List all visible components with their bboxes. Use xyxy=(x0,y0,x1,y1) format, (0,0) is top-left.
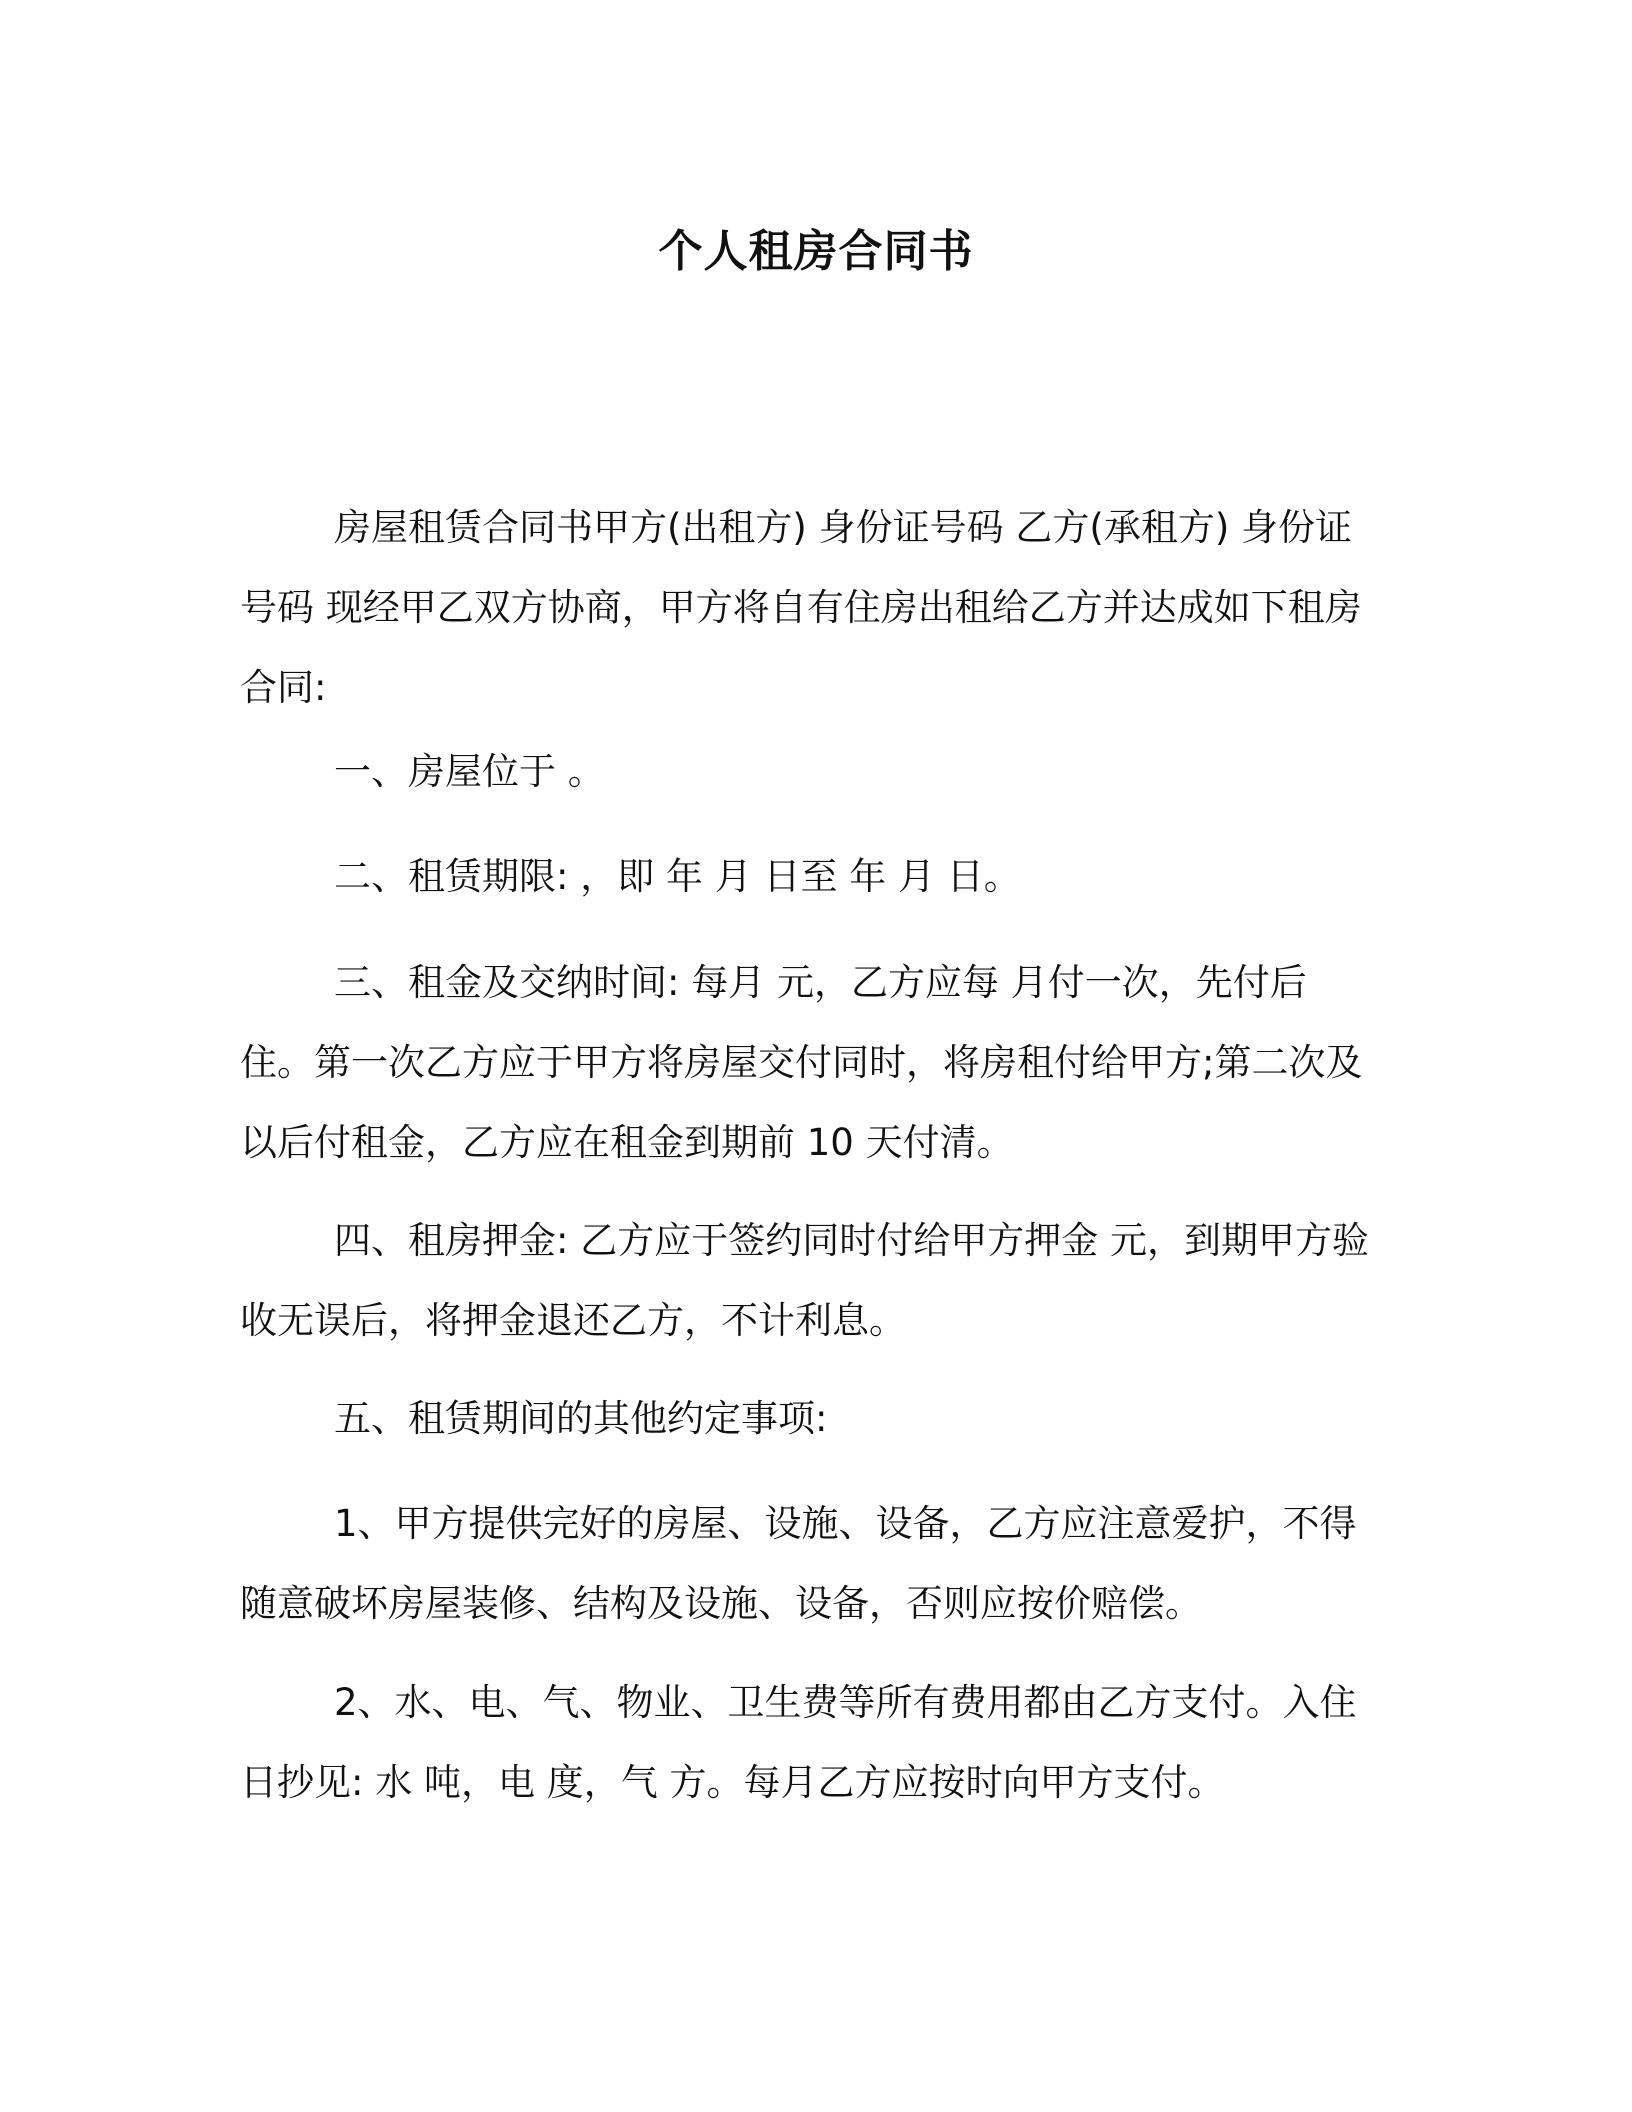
paragraph-clause-1: 1、甲方提供完好的房屋、设施、设备，乙方应注意爱护，不得随意破坏房屋装修、结构及设施、设备，否则应按价赔偿。 xyxy=(240,1502,1357,1625)
paragraph-rent: 三、租金及交纳时间: 每月 元，乙方应每 月付一次，先付后住。第一次乙方应于甲方将房屋交付同时，将房租付给甲方;第二次及以后付租金，乙方应在租金到期前 10 天付清。 xyxy=(240,961,1363,1164)
paragraph-deposit: 四、租房押金: 乙方应于签约同时付给甲方押金 元，到期甲方验收无误后，将押金退还乙方，不计利息。 xyxy=(240,1219,1369,1342)
document-title: 个人租房合同书 xyxy=(658,226,974,277)
paragraph-preamble: 房屋租赁合同书甲方(出租方) 身份证号码 乙方(承租方) 身份证号码 现经甲乙双方协商，甲方将自有住房出租给乙方并达成如下租房合同: xyxy=(240,506,1362,709)
paragraph-other-terms: 五、租赁期间的其他约定事项: xyxy=(334,1397,828,1440)
paragraph-clause-2: 2、水、电、气、物业、卫生费等所有费用都由乙方支付。入住日抄见: 水 吨，电 度，气 方。每月乙方应按时向甲方支付。 xyxy=(240,1681,1357,1804)
paragraph-location: 一、房屋位于 。 xyxy=(334,750,605,793)
paragraph-term: 二、租赁期限: ，即 年 月 日至 年 月 日。 xyxy=(334,855,1021,898)
